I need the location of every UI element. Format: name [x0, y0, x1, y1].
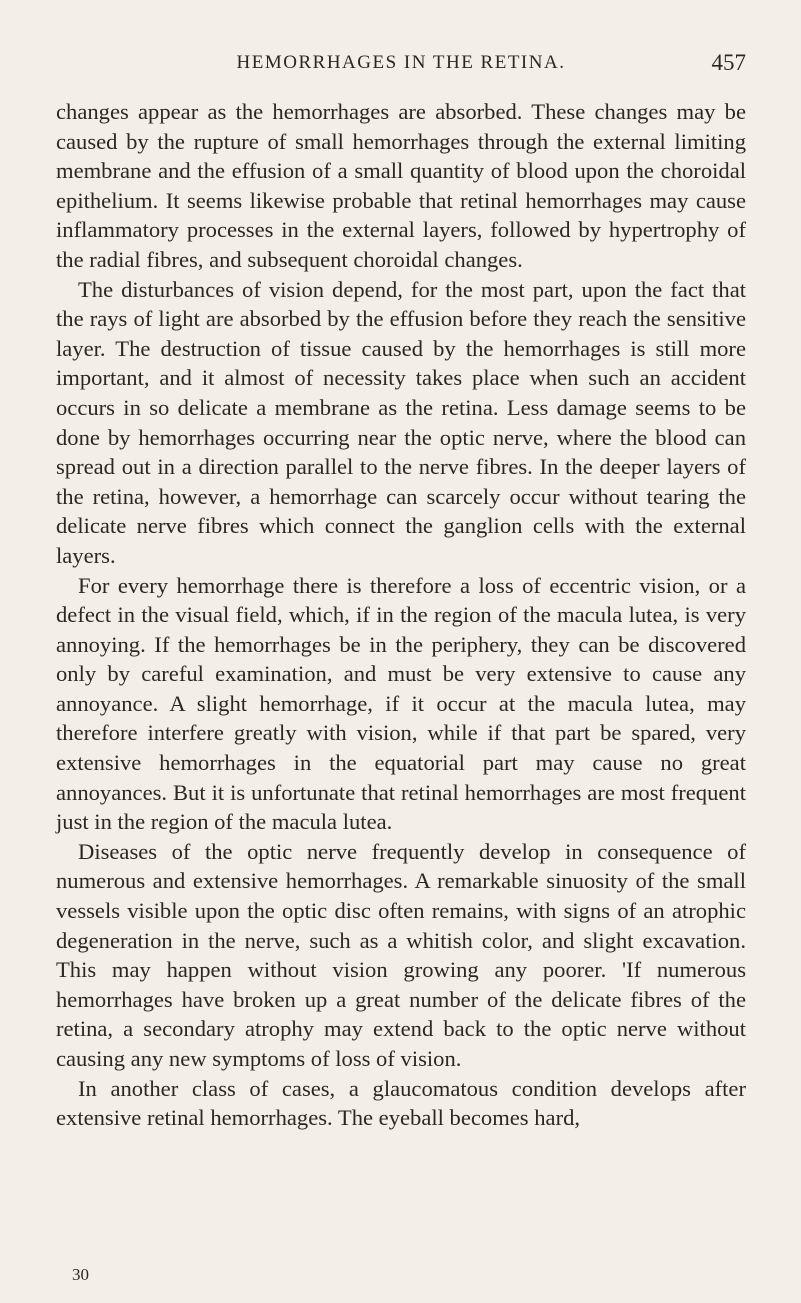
paragraph: The disturbances of vision depend, for the most part, upon the fact that the rays of light are absorbed by the effusion before they reach the sensitive layer. The destruction of tissue caused by the hemorrhages is still more important, and it almost of necessity takes place when such an accident occurs in so delicate a membrane as the retina. Less damage seems to be done by hemorrhages occurring near the optic nerve, where the blood can spread out in a direction parallel to the nerve fibres. In the deeper layers of the retina, however, a hemorrhage can scarcely occur without tearing the delicate nerve fibres which connect the ganglion cells with the external layers.	[56, 276, 746, 568]
paragraph: For every hemorrhage there is therefore a loss of eccentric vision, or a defect in the visual field, which, if in the region of the macula lutea, is very annoying. If the hemorrhages be in the periphery, they can be discovered only by careful examination, and must be very extensive to cause any annoyance. A slight hemorrhage, if it occur at the macula lutea, may therefore interfere greatly with vision, while if that part be spared, very extensive hemorrhages in the equatorial part may cause no great annoyances. But it is unfortunate that retinal hemorrhages are most frequent just in the region of the macula lutea.	[56, 572, 746, 835]
paragraph: In another class of cases, a glaucomatous condition develops after extensive retinal hemorrhages. The eyeball becomes hard,	[56, 1075, 746, 1131]
page-number: 457	[711, 50, 746, 75]
paragraph: changes appear as the hemorrhages are absorbed. These changes may be caused by the rupture of small hemorrhages through the external limiting membrane and the effusion of a small quantity of blood upon the choroidal epithelium. It seems likewise probable that retinal hemorrhages may cause inflammatory processes in the external layers, followed by hypertrophy of the radial fibres, and subsequent choroidal changes.	[56, 99, 746, 272]
running-title: HEMORRHAGES IN THE RETINA.	[236, 52, 566, 73]
paragraph: Diseases of the optic nerve frequently develop in consequence of numerous and extensive hemorrhages. A remarkable sinuosity of the small vessels visible upon the optic disc often remains, with signs of an atrophic degeneration in the nerve, such as a whitish color, and slight excavation. This may happen without vision growing any poorer. 'If numerous hemorrhages have broken up a great number of the delicate fibres of the retina, a secondary atrophy may extend back to the optic nerve without causing any new symptoms of loss of vision.	[56, 838, 746, 1071]
running-header	[56, 52, 746, 88]
body-text	[56, 97, 746, 1133]
signature-mark: 30	[72, 1265, 89, 1284]
